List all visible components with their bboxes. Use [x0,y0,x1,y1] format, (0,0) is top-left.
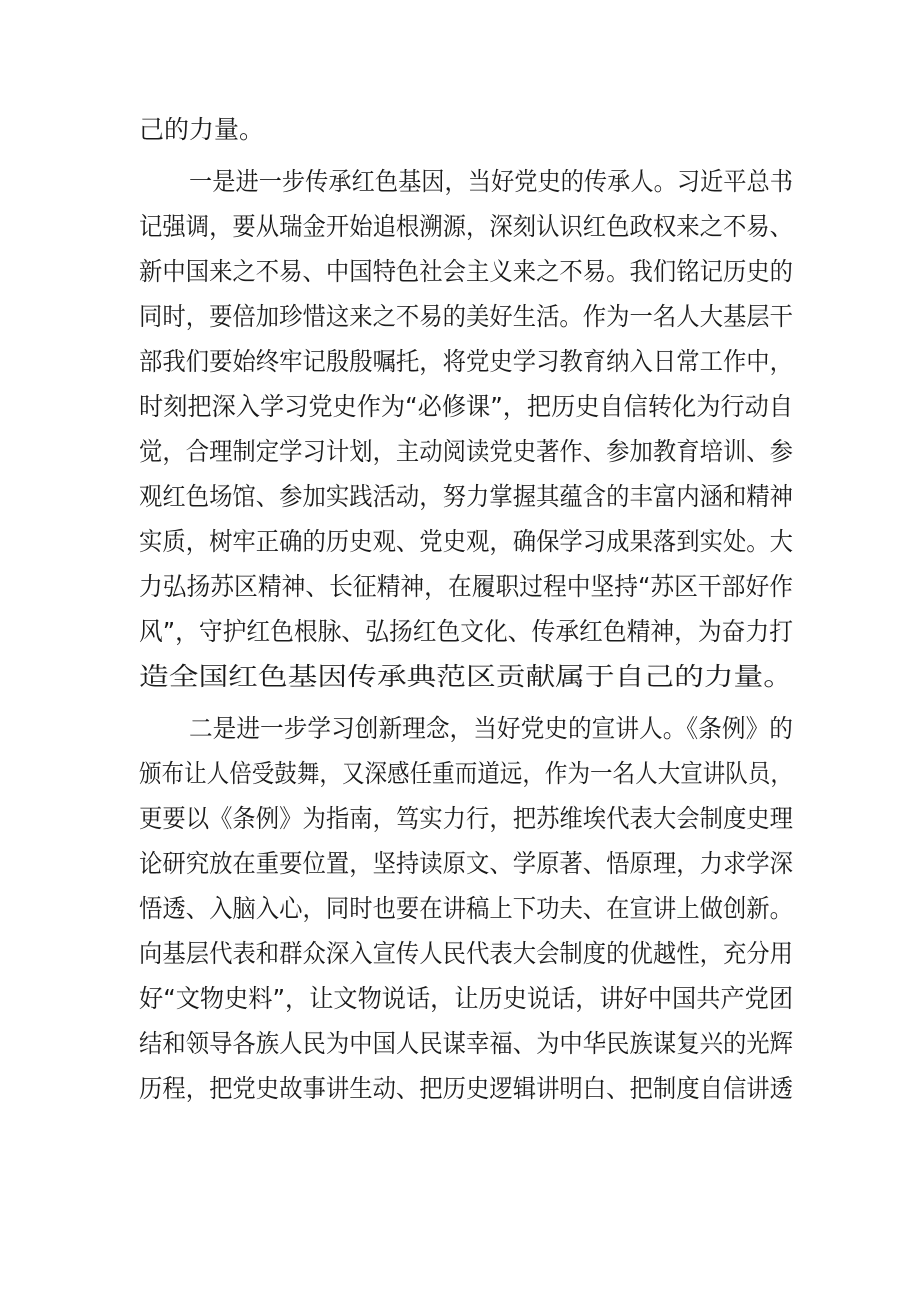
text-line: 觉，合理制定学习计划，主动阅读党史著作、参加教育培训、参 [139,437,794,466]
text-line: 观红色场馆、参加实践活动，努力掌握其蕴含的丰富内涵和精神 [139,482,794,511]
text-line: 悟透、入脑入心，同时也要在讲稿上下功夫、在宣讲上做创新。 [139,894,794,923]
text-line: 己的力量。 [139,115,265,144]
text-line: 力弘扬苏区精神、长征精神，在履职过程中坚持“苏区干部好作 [139,572,793,601]
text-line: 风”，守护红色根脉、弘扬红色文化、传承红色精神，为奋力打 [139,617,793,646]
text-line: 同时，要倍加珍惜这来之不易的美好生活。作为一名人大基层干 [139,302,794,331]
text-line: 颁布让人倍受鼓舞，又深感任重而道远，作为一名人大宣讲队员， [139,759,793,788]
text-line: 好“文物史料”，让文物说话，让历史说话，讲好中国共产党团 [139,984,794,1013]
text-line: 记强调，要从瑞金开始追根溯源，深刻认识红色政权来之不易、 [139,212,794,241]
text-line: 新中国来之不易、中国特色社会主义来之不易。我们铭记历史的 [139,257,794,286]
text-line: 论研究放在重要位置，坚持读原文、学原著、悟原理，力求学深 [139,849,794,878]
text-line: 历程，把党史故事讲生动、把历史逻辑讲明白、把制度自信讲透 [139,1074,794,1103]
text-line: 造全国红色基因传承典范区贡献属于自己的力量。 [139,662,794,691]
text-line: 更要以《条例》为指南，笃实力行，把苏维埃代表大会制度史理 [139,804,794,833]
text-line: 二是进一步学习创新理念，当好党史的宣讲人。《条例》的 [189,714,793,743]
text-line: 向基层代表和群众深入宣传人民代表大会制度的优越性，充分用 [139,939,794,968]
text-line: 结和领导各族人民为中国人民谋幸福、为中华民族谋复兴的光辉 [139,1029,794,1058]
text-line: 部我们要始终牢记殷殷嘱托，将党史学习教育纳入日常工作中， [139,347,794,376]
text-line: 一是进一步传承红色基因，当好党史的传承人。习近平总书 [189,167,793,196]
text-line: 时刻把深入学习党史作为“必修课”，把历史自信转化为行动自 [139,392,794,421]
text-line: 实质，树牢正确的历史观、党史观，确保学习成果落到实处。大 [139,527,794,556]
